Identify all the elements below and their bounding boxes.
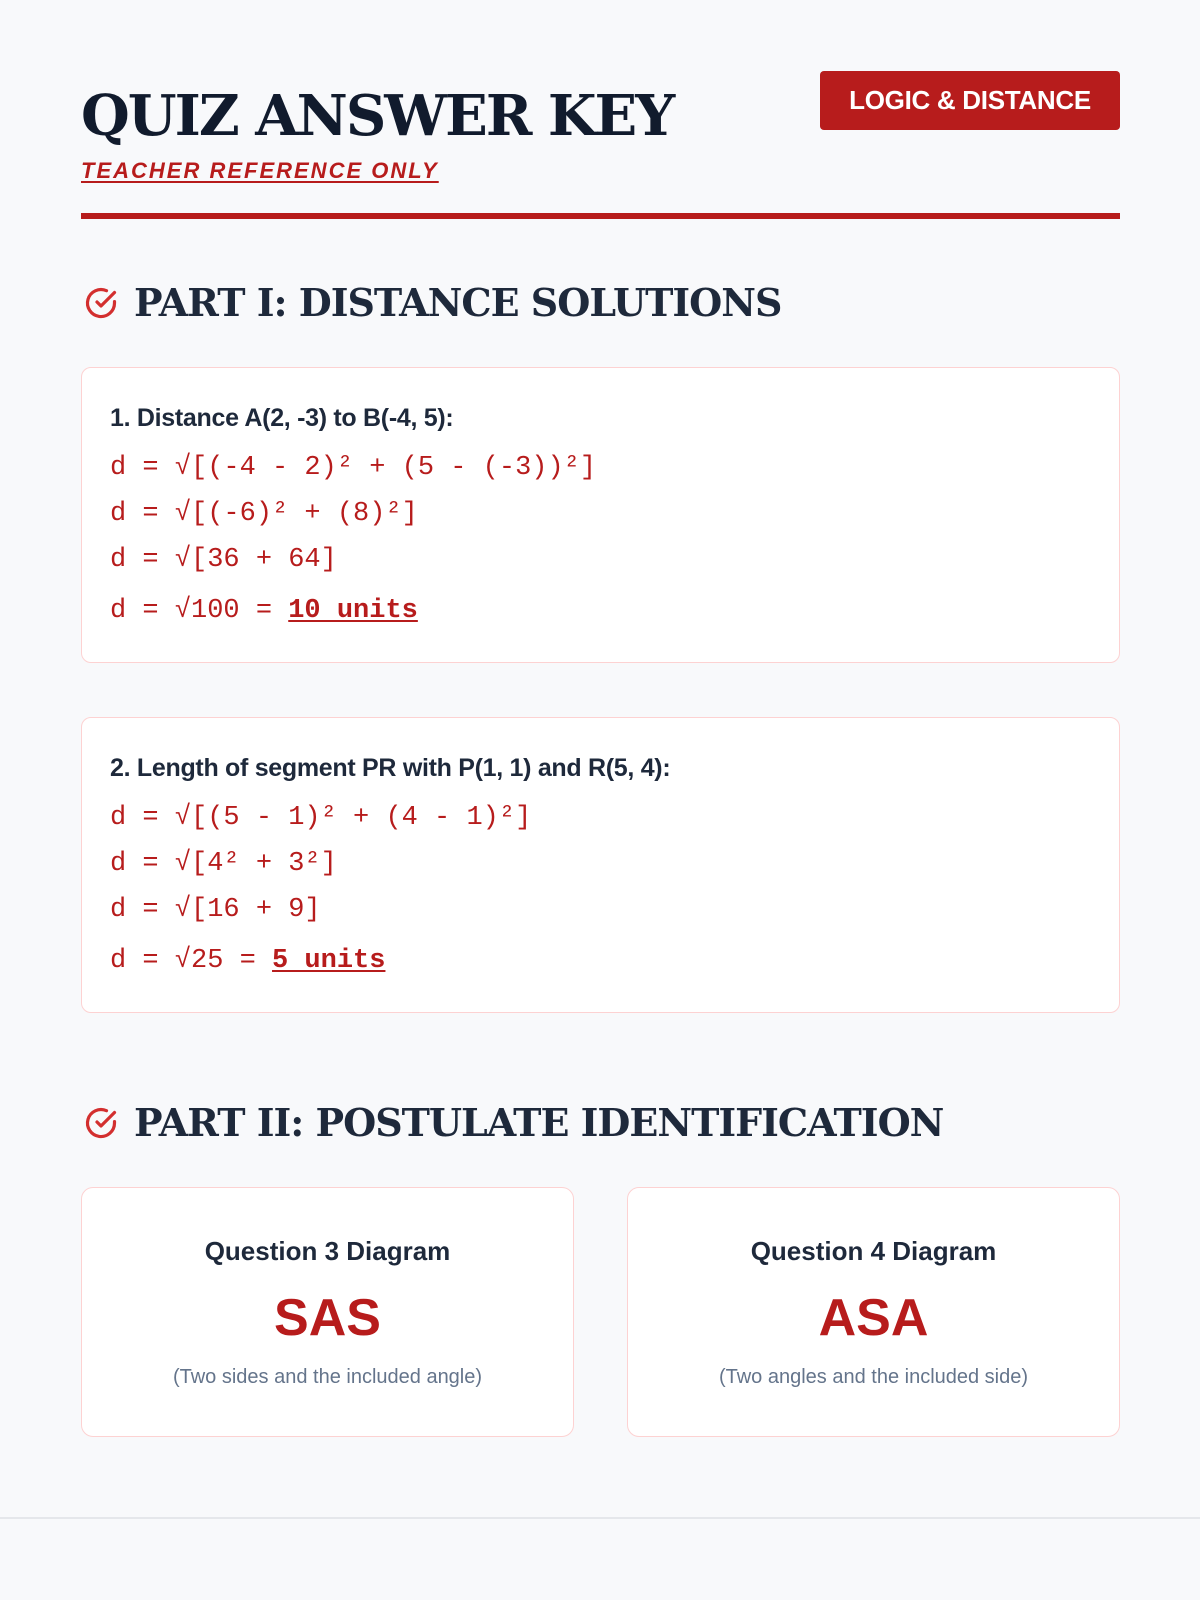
- check-circle-icon: [81, 1103, 121, 1143]
- part2-title: PART II: POSTULATE IDENTIFICATION: [134, 1100, 944, 1145]
- check-circle-icon: [81, 283, 121, 323]
- page-title: QUIZ ANSWER KEY: [81, 83, 674, 149]
- part2-heading: [81, 1100, 943, 1145]
- question-4-title: Question 4 Diagram: [750, 1236, 997, 1266]
- header-divider: [81, 213, 1120, 219]
- question-2-title: 2. Length of segment PR with P(1, 1) and R(5, 4):: [110, 754, 671, 782]
- question-1-step-3: d = √[36 + 64]: [110, 545, 337, 575]
- question-1-final-prefix: d = √100 =: [110, 596, 289, 626]
- question-1-step-2: d = √[(-6)² + (8)²]: [110, 499, 418, 529]
- answer-key-page: [81, 0, 1120, 1388]
- question-1-final-step: [110, 596, 418, 626]
- question-3-answer: SAS: [274, 1289, 381, 1347]
- question-3-description: (Two sides and the included angle): [172, 1366, 483, 1388]
- header: [81, 0, 1120, 221]
- question-4-card: [627, 1187, 1120, 1437]
- question-1-card: [81, 367, 1120, 663]
- question-2-final-prefix: d = √25 =: [110, 946, 273, 976]
- question-2-step-1: d = √[(5 - 1)² + (4 - 1)²]: [110, 803, 532, 833]
- question-2-answer: 5 units: [272, 946, 386, 976]
- question-2-step-3: d = √[16 + 9]: [110, 895, 321, 925]
- question-2-card: [81, 717, 1120, 1013]
- page-subtitle: TEACHER REFERENCE ONLY: [81, 158, 439, 183]
- question-1-step-1: d = √[(-4 - 2)² + (5 - (-3))²]: [110, 453, 597, 483]
- question-4-description: (Two angles and the included side): [718, 1366, 1029, 1388]
- question-3-title: Question 3 Diagram: [204, 1236, 451, 1266]
- topic-badge: LOGIC & DISTANCE: [820, 71, 1120, 130]
- question-1-title: 1. Distance A(2, -3) to B(-4, 5):: [110, 404, 454, 432]
- part1-title: PART I: DISTANCE SOLUTIONS: [134, 280, 782, 325]
- footer-divider: [0, 1517, 1200, 1519]
- question-3-card: [81, 1187, 574, 1437]
- question-2-final-step: [110, 946, 385, 976]
- question-4-answer: ASA: [818, 1289, 929, 1347]
- part1-heading: [81, 280, 781, 325]
- question-1-answer: 10 units: [288, 596, 418, 626]
- question-2-step-2: d = √[4² + 3²]: [110, 849, 337, 879]
